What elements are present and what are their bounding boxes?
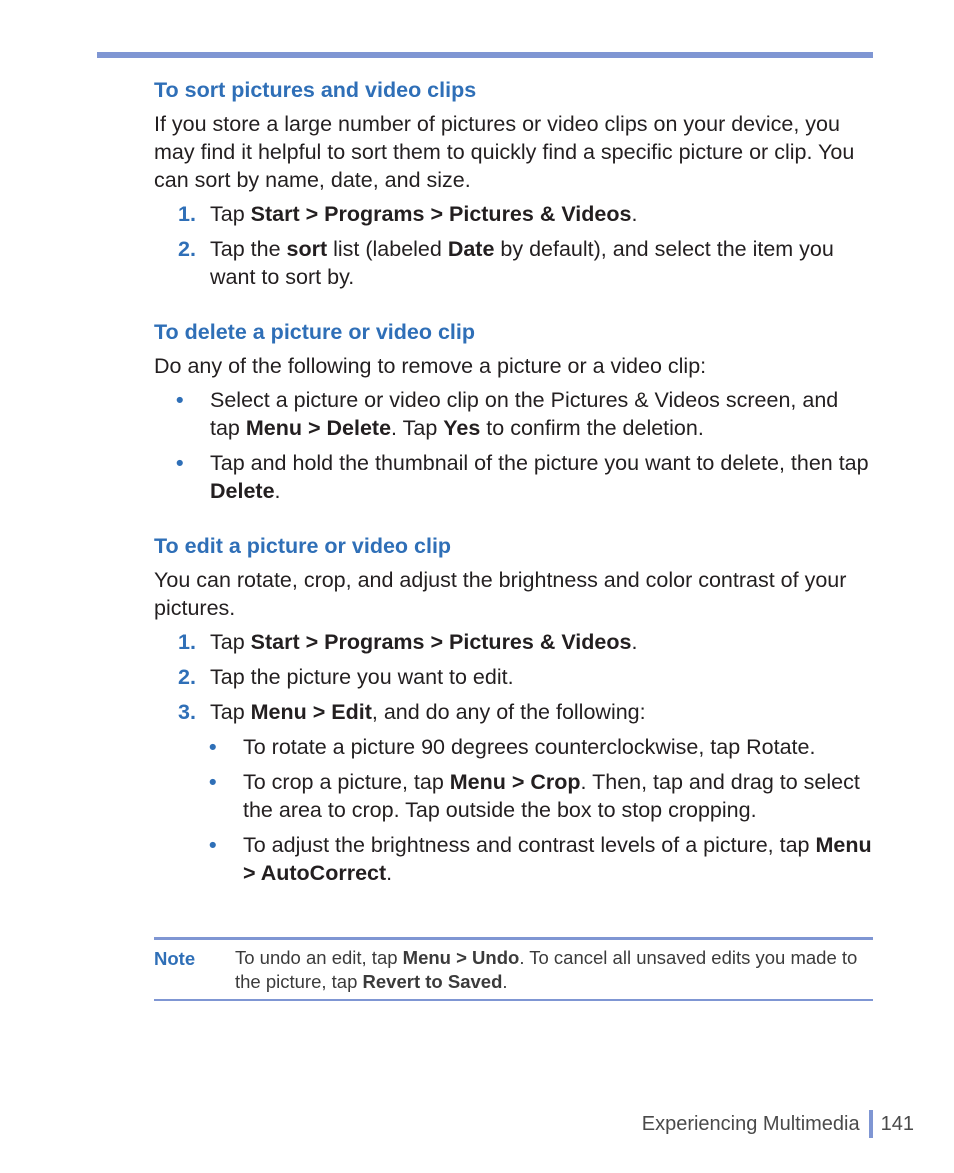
note-text-part: . [502, 971, 508, 992]
step-number: 2. [178, 237, 196, 261]
edit-step-1 [154, 628, 874, 656]
bullet-text: to confirm the deletion. [480, 416, 704, 440]
bullet-command: Menu > Delete [245, 416, 392, 440]
bullet-text: To rotate a picture 90 degrees counterclockwise, tap Rotate. [243, 735, 816, 759]
step-text: Tap [210, 630, 251, 654]
step-text: . [631, 630, 638, 654]
step-command: Date [447, 237, 495, 261]
page-content [154, 76, 874, 894]
section-gap [154, 298, 874, 318]
step-text: by default), and select the item you want to sort by. [210, 237, 834, 289]
note-text [235, 946, 873, 994]
note-label: Note [154, 948, 196, 969]
bullet-icon: • [209, 735, 217, 759]
edit-heading: To edit a picture or video clip [154, 534, 452, 558]
note-command: Menu > Undo [402, 947, 520, 968]
delete-bullet-1 [154, 386, 874, 442]
edit-intro: You can rotate, crop, and adjust the brightness and color contrast of your pictures. [154, 568, 847, 620]
footer-divider [869, 1110, 873, 1138]
step-number: 1. [178, 630, 196, 654]
note-box [154, 937, 873, 1001]
step-command: sort [286, 237, 328, 261]
note-text-part: To undo an edit, tap [235, 947, 403, 968]
step-command: Start > Programs > Pictures & Videos [250, 202, 632, 226]
step-text: Tap [210, 202, 251, 226]
edit-step-3 [154, 698, 874, 726]
bullet-text: . Tap [391, 416, 444, 440]
note-text-part: . To cancel all unsaved edits you made to the picture, tap [235, 947, 858, 992]
bullet-icon: • [176, 388, 184, 412]
section-gap [154, 512, 874, 532]
step-text: Tap the [210, 237, 287, 261]
sort-step-1 [154, 200, 874, 228]
header-rule [97, 52, 873, 58]
step-text: , and do any of the following: [371, 700, 646, 724]
step-number: 3. [178, 700, 196, 724]
page-footer [642, 1110, 914, 1138]
sort-heading: To sort pictures and video clips [154, 78, 477, 102]
bullet-icon: • [209, 770, 217, 794]
delete-heading: To delete a picture or video clip [154, 320, 475, 344]
bullet-icon: • [209, 833, 217, 857]
bullet-command: Delete [210, 479, 275, 503]
delete-bullet-2 [154, 449, 874, 505]
bullet-text: To adjust the brightness and contrast levels of a picture, tap [243, 833, 816, 857]
note-command: Revert to Saved [362, 971, 503, 992]
bullet-command: Yes [443, 416, 481, 440]
edit-sub-bullet-1 [154, 733, 874, 761]
bullet-command: Menu > AutoCorrect [243, 833, 872, 885]
bullet-text: To crop a picture, tap [243, 770, 450, 794]
bullet-command: Menu > Crop [449, 770, 581, 794]
bullet-text: Tap and hold the thumbnail of the picture you want to delete, then tap [210, 451, 869, 475]
page-number: 141 [880, 1113, 914, 1135]
edit-sub-bullet-2 [154, 768, 874, 824]
bullet-text: Select a picture or video clip on the Pictures & Videos screen, and tap [210, 388, 839, 440]
step-text: Tap [210, 700, 251, 724]
bullet-text: . [386, 861, 393, 885]
chapter-title: Experiencing Multimedia [641, 1113, 860, 1135]
step-text: . [631, 202, 638, 226]
sort-intro: If you store a large number of pictures or video clips on your device, you may find it helpful to sort them to quickly find a specific picture or clip. You can sort by name, date, and size. [154, 112, 855, 192]
step-number: 1. [178, 202, 196, 226]
step-text: Tap the picture you want to edit. [210, 665, 514, 689]
step-text: list (labeled [327, 237, 448, 261]
edit-step-2 [154, 663, 874, 691]
sort-step-2 [154, 235, 874, 291]
bullet-text: . Then, tap and drag to select the area to crop. Tap outside the box to stop cropping. [243, 770, 860, 822]
delete-intro: Do any of the following to remove a picture or a video clip: [154, 354, 707, 378]
edit-sub-bullet-3 [154, 831, 874, 887]
step-command: Menu > Edit [250, 700, 372, 724]
bullet-text: . [274, 479, 281, 503]
step-command: Start > Programs > Pictures & Videos [250, 630, 632, 654]
bullet-icon: • [176, 451, 184, 475]
step-number: 2. [178, 665, 196, 689]
